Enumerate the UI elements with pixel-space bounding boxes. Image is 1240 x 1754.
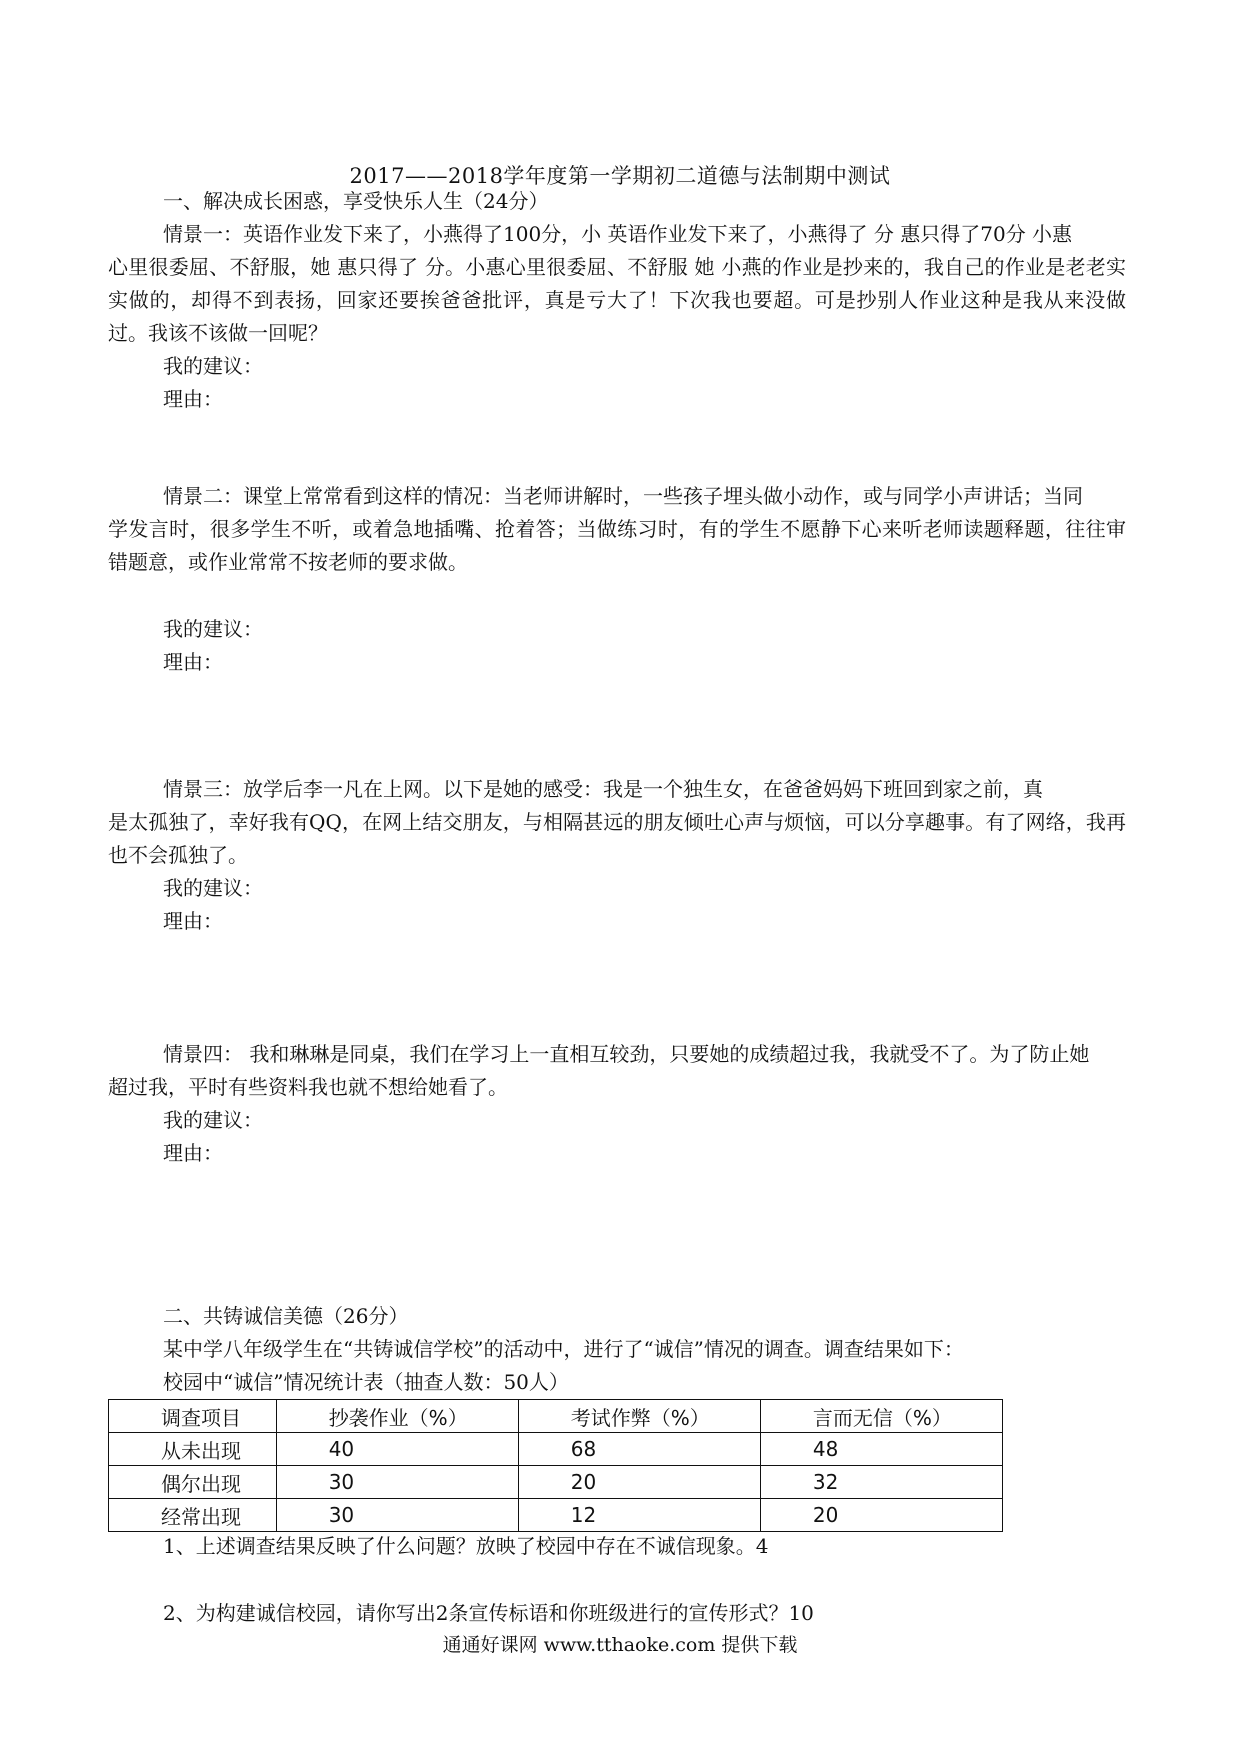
table-cell: 48: [760, 1433, 1002, 1466]
table-cell: 68: [518, 1433, 760, 1466]
question-1: 1、上述调查结果反映了什么问题？放映了校园中存在不诚信现象。4: [163, 1534, 769, 1558]
survey-intro: 某中学八年级学生在“共铸诚信学校”的活动中，进行了“诚信”情况的调查。调查结果如下：: [163, 1337, 964, 1361]
page-footer: 通通好课网 www.tthaoke.com 提供下载: [442, 1634, 798, 1656]
scenario-4-reason-label: 理由：: [163, 1141, 223, 1165]
table-cell: 20: [518, 1466, 760, 1499]
table-cell: 30: [276, 1499, 518, 1532]
section2-heading: 二、共铸诚信美德（26分）: [163, 1304, 409, 1328]
table-cell: 从未出现: [109, 1433, 277, 1466]
scenario-2-first-line: 情景二：课堂上常常看到这样的情况：当老师讲解时，一些孩子埋头做小动作，或与同学小声讲话；当同: [163, 484, 1083, 508]
table-cell: 20: [760, 1499, 1002, 1532]
scenario-4-text: 超过我，平时有些资料我也就不想给她看了。: [108, 1075, 508, 1099]
table-header-cell: 抄袭作业（%）: [276, 1400, 518, 1433]
scenario-2-reason-label: 理由：: [163, 650, 223, 674]
table-header-cell: 考试作弊（%）: [518, 1400, 760, 1433]
table-cell: 32: [760, 1466, 1002, 1499]
table-header-row: [109, 1400, 1003, 1433]
scenario-4-first-line: 情景四： 我和琳琳是同桌，我们在学习上一直相互较劲，只要她的成绩超过我，我就受不了。为了防止她: [163, 1042, 1090, 1066]
table-cell: 12: [518, 1499, 760, 1532]
scenario-3-text: 是太孤独了，幸好我有QQ，在网上结交朋友，与相隔甚远的朋友倾吐心声与烦恼，可以分享趣事。有了网络，我再也不会孤独了。: [108, 810, 1126, 867]
scenario-2-text: 学发言时，很多学生不听，或着急地插嘴、抢着答；当做练习时，有的学生不愿静下心来听老师读题释题，往往审错题意，或作业常常不按老师的要求做。: [108, 517, 1126, 574]
scenario-3-suggestion-label: 我的建议：: [163, 876, 263, 900]
table-header-cell: 调查项目: [109, 1400, 277, 1433]
scenario-1-reason-label: 理由：: [163, 387, 223, 411]
table-header-cell: 言而无信（%）: [760, 1400, 1002, 1433]
scenario-3-reason-label: 理由：: [163, 909, 223, 933]
table-cell: 30: [276, 1466, 518, 1499]
table-caption: 校园中“诚信”情况统计表（抽查人数：50人）: [163, 1370, 569, 1394]
scenario-1-text: 心里很委屈、不舒服，她 惠只得了 分。小惠心里很委屈、不舒服 她 小燕的作业是抄来的，我自己的作业是老老实实做的，却得不到表扬，回家还要挨爸爸批评，真是亏大了！下次我也要超。可是抄别人作业这种是我从来没做过。我该不该做一回呢？: [108, 255, 1126, 345]
scenario-1-suggestion-label: 我的建议：: [163, 354, 263, 378]
table-cell: 40: [276, 1433, 518, 1466]
survey-table: [108, 1399, 1003, 1532]
table-row: [109, 1433, 1003, 1466]
table-cell: 经常出现: [109, 1499, 277, 1532]
section1-heading: 一、解决成长困惑，享受快乐人生（24分）: [163, 189, 549, 213]
question-2: 2、为构建诚信校园，请你写出2条宣传标语和你班级进行的宣传形式？10: [163, 1601, 814, 1625]
table-row: [109, 1499, 1003, 1532]
table-row: [109, 1466, 1003, 1499]
scenario-2-suggestion-label: 我的建议：: [163, 617, 263, 641]
scenario-4-suggestion-label: 我的建议：: [163, 1108, 263, 1132]
exam-title: 2017——2018学年度第一学期初二道德与法制期中测试: [349, 164, 891, 188]
scenario-1-first-line: 情景一：英语作业发下来了，小燕得了100分，小 英语作业发下来了，小燕得了 分 惠只得了70分 小惠: [163, 222, 1073, 246]
table-cell: 偶尔出现: [109, 1466, 277, 1499]
scenario-3-first-line: 情景三：放学后李一凡在上网。以下是她的感受：我是一个独生女，在爸爸妈妈下班回到家之前，真: [163, 777, 1043, 801]
